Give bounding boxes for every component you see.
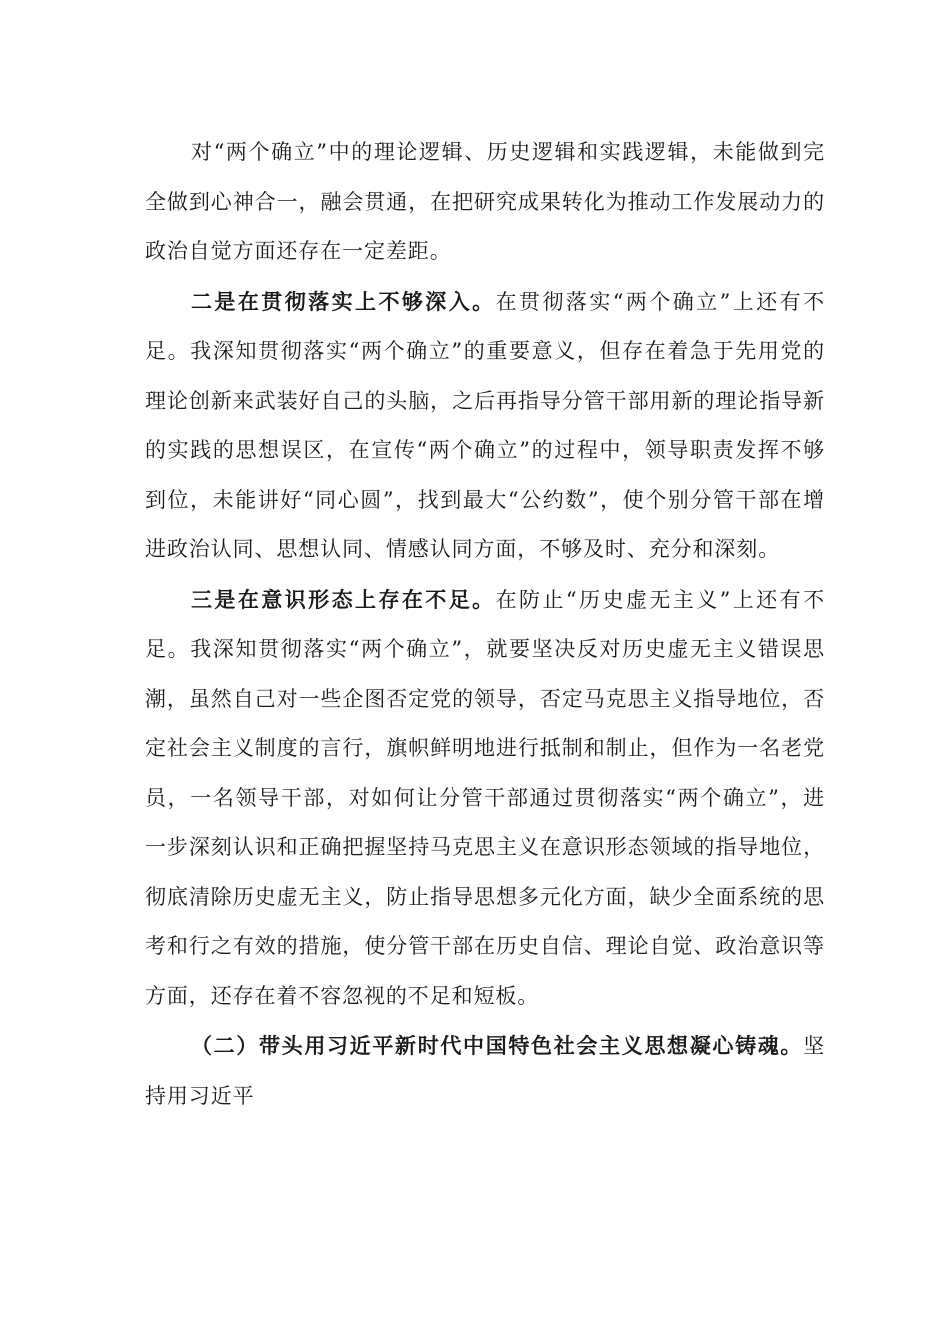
paragraph-2-text: 在贯彻落实“两个确立”上还有不足。我深知贯彻落实“两个确立”的重要意义，但存在着急于先用党的理论创新来武装好自己的头脑，之后再指导分管干部用新的理论指导新的实践的思想误区，在宣传“两个确立”的过程中，领导职责发挥不够到位，未能讲好“同心圆”，找到最大“公约数”，使个别分管干部在增进政治认同、思想认同、情感认同方面，不够及时、充分和深刻。 bbox=[145, 289, 825, 561]
paragraph-4 bbox=[145, 1021, 825, 1121]
paragraph-4-text: 坚持用习近平 bbox=[145, 1034, 825, 1108]
document-body bbox=[145, 128, 825, 1121]
paragraph-1-text: 对“两个确立”中的理论逻辑、历史逻辑和实践逻辑，未能做到完全做到心神合一，融会贯通，在把研究成果转化为推动工作发展动力的政治自觉方面还存在一定差距。 bbox=[145, 140, 825, 263]
paragraph-3-text: 在防止“历史虚无主义”上还有不足。我深知贯彻落实“两个确立”，就要坚决反对历史虚无主义错误思潮，虽然自己对一些企图否定党的领导，否定马克思主义指导地位，否定社会主义制度的言行，旗帜鲜明地进行抵制和制止，但作为一名老党员，一名领导干部，对如何让分管干部通过贯彻落实“两个确立”，进一步深刻认识和正确把握坚持马克思主义在意识形态领域的指导地位，彻底清除历史虚无主义，防止指导思想多元化方面，缺少全面系统的思考和行之有效的措施，使分管干部在历史自信、理论自觉、政治意识等方面，还存在着不容忽视的不足和短板。 bbox=[145, 587, 825, 1008]
paragraph-2-lead: 二是在贯彻落实上不够深入。 bbox=[191, 288, 496, 314]
paragraph-2 bbox=[145, 277, 825, 575]
section-heading-2: （二）带头用习近平新时代中国特色社会主义思想凝心铸魂。 bbox=[191, 1033, 804, 1058]
paragraph-3 bbox=[145, 575, 825, 1022]
paragraph-1 bbox=[145, 128, 825, 277]
paragraph-3-lead: 三是在意识形态上存在不足。 bbox=[191, 586, 496, 612]
